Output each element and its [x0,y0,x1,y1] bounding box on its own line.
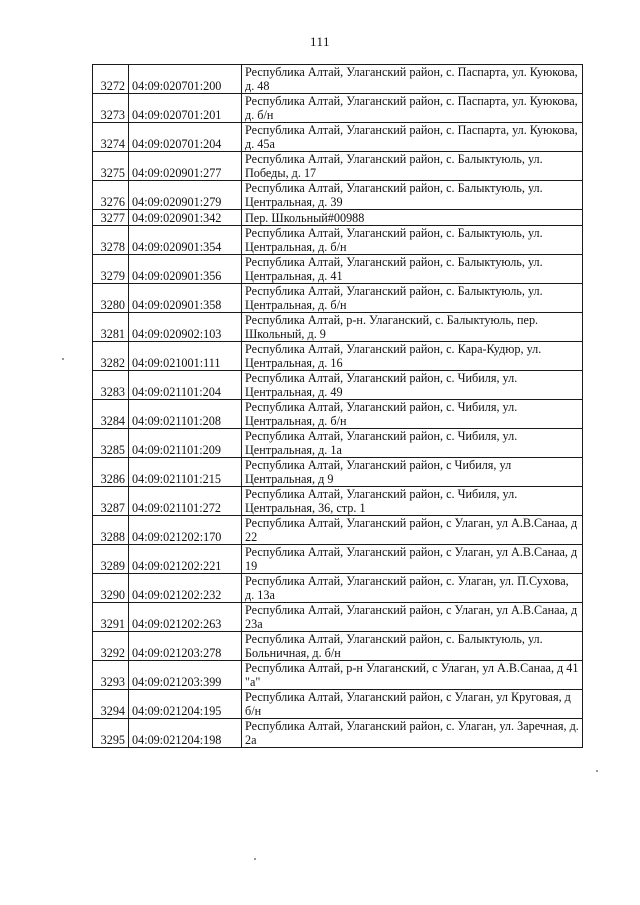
address-cell: Республика Алтай, Улаганский район, с. Кара-Кудюр, ул. Центральная, д. 16 [242,342,583,371]
record-number-cell: 3291 [93,603,129,632]
table-row [93,255,583,284]
address-cell: Республика Алтай, Улаганский район, с. Паспарта, ул. Куюкова, д. б/н [242,94,583,123]
table-row [93,458,583,487]
record-number-cell: 3283 [93,371,129,400]
table-row [93,342,583,371]
cadastral-number-cell: 04:09:020901:356 [129,255,242,284]
cadastral-number-cell: 04:09:021202:170 [129,516,242,545]
record-number-cell: 3290 [93,574,129,603]
address-cell: Республика Алтай, Улаганский район, с. Улаган, ул. Заречная, д. 2а [242,719,583,748]
address-cell: Республика Алтай, Улаганский район, с. Балыктуюль, ул. Больничная, д. б/н [242,632,583,661]
cadastral-number-cell: 04:09:021101:209 [129,429,242,458]
table-row [93,371,583,400]
property-registry-table [92,64,583,748]
address-cell: Республика Алтай, Улаганский район, с. Чибиля, ул. Центральная, д. 49 [242,371,583,400]
table-row [93,284,583,313]
table-row [93,152,583,181]
record-number-cell: 3295 [93,719,129,748]
record-number-cell: 3272 [93,65,129,94]
cadastral-number-cell: 04:09:020701:204 [129,123,242,152]
record-number-cell: 3288 [93,516,129,545]
page-number: 111 [309,34,331,49]
record-number-cell: 3275 [93,152,129,181]
cadastral-number-cell: 04:09:021101:208 [129,400,242,429]
cadastral-number-cell: 04:09:021001:111 [129,342,242,371]
table-row [93,313,583,342]
cadastral-number-cell: 04:09:020901:277 [129,152,242,181]
record-number-cell: 3278 [93,226,129,255]
table-row [93,94,583,123]
table-row [93,210,583,226]
cadastral-number-cell: 04:09:021101:272 [129,487,242,516]
cadastral-number-cell: 04:09:021203:399 [129,661,242,690]
address-cell: Республика Алтай, Улаганский район, с. Улаган, ул. П.Сухова, д. 13а [242,574,583,603]
address-cell: Республика Алтай, р-н Улаганский, с Улаган, ул А.В.Санаа, д 41 "а" [242,661,583,690]
table-row [93,181,583,210]
table-row [93,603,583,632]
table-row [93,574,583,603]
table-row [93,661,583,690]
cadastral-number-cell: 04:09:020701:201 [129,94,242,123]
address-cell: Республика Алтай, Улаганский район, с. Балыктуюль, ул. Центральная, д. 39 [242,181,583,210]
cadastral-number-cell: 04:09:021204:195 [129,690,242,719]
registry-table-body [93,65,583,748]
table-row [93,123,583,152]
cadastral-number-cell: 04:09:020901:354 [129,226,242,255]
table-row [93,690,583,719]
cadastral-number-cell: 04:09:020902:103 [129,313,242,342]
cadastral-number-cell: 04:09:021203:278 [129,632,242,661]
address-cell: Республика Алтай, Улаганский район, с Чибиля, ул Центральная, д 9 [242,458,583,487]
table-row [93,719,583,748]
record-number-cell: 3279 [93,255,129,284]
record-number-cell: 3287 [93,487,129,516]
record-number-cell: 3293 [93,661,129,690]
address-cell: Республика Алтай, Улаганский район, с Улаган, ул А.В.Санаа, д 22 [242,516,583,545]
scan-speck [62,358,64,360]
address-cell: Республика Алтай, Улаганский район, с Улаган, ул А.В.Санаа, д 23а [242,603,583,632]
cadastral-number-cell: 04:09:021101:204 [129,371,242,400]
table-row [93,65,583,94]
record-number-cell: 3277 [93,210,129,226]
cadastral-number-cell: 04:09:021202:232 [129,574,242,603]
table-row [93,429,583,458]
cadastral-number-cell: 04:09:020901:358 [129,284,242,313]
cadastral-number-cell: 04:09:020901:279 [129,181,242,210]
record-number-cell: 3289 [93,545,129,574]
cadastral-number-cell: 04:09:021204:198 [129,719,242,748]
address-cell: Республика Алтай, Улаганский район, с. Балыктуюль, ул. Центральная, д. б/н [242,284,583,313]
address-cell: Республика Алтай, р-н. Улаганский, с. Балыктуюль, пер. Школьный, д. 9 [242,313,583,342]
scan-speck [254,858,256,860]
address-cell: Пер. Школьный#00988 [242,210,583,226]
table-row [93,400,583,429]
record-number-cell: 3273 [93,94,129,123]
table-row [93,516,583,545]
address-cell: Республика Алтай, Улаганский район, с. Паспарта, ул. Куюкова, д. 48 [242,65,583,94]
address-cell: Республика Алтай, Улаганский район, с. Балыктуюль, ул. Победы, д. 17 [242,152,583,181]
cadastral-number-cell: 04:09:021101:215 [129,458,242,487]
address-cell: Республика Алтай, Улаганский район, с. Чибиля, ул. Центральная, д. б/н [242,400,583,429]
record-number-cell: 3274 [93,123,129,152]
record-number-cell: 3284 [93,400,129,429]
address-cell: Республика Алтай, Улаганский район, с. Чибиля, ул. Центральная, д. 1а [242,429,583,458]
cadastral-number-cell: 04:09:021202:263 [129,603,242,632]
address-cell: Республика Алтай, Улаганский район, с. Балыктуюль, ул. Центральная, д. 41 [242,255,583,284]
table-row [93,632,583,661]
address-cell: Республика Алтай, Улаганский район, с Улаган, ул А.В.Санаа, д 19 [242,545,583,574]
address-cell: Республика Алтай, Улаганский район, с. Балыктуюль, ул. Центральная, д. б/н [242,226,583,255]
cadastral-number-cell: 04:09:021202:221 [129,545,242,574]
cadastral-number-cell: 04:09:020701:200 [129,65,242,94]
record-number-cell: 3281 [93,313,129,342]
table-row [93,226,583,255]
cadastral-number-cell: 04:09:020901:342 [129,210,242,226]
address-cell: Республика Алтай, Улаганский район, с. Паспарта, ул. Куюкова, д. 45а [242,123,583,152]
record-number-cell: 3286 [93,458,129,487]
table-row [93,545,583,574]
record-number-cell: 3292 [93,632,129,661]
record-number-cell: 3294 [93,690,129,719]
record-number-cell: 3285 [93,429,129,458]
record-number-cell: 3280 [93,284,129,313]
table-row [93,487,583,516]
record-number-cell: 3276 [93,181,129,210]
scan-speck [596,770,598,772]
record-number-cell: 3282 [93,342,129,371]
address-cell: Республика Алтай, Улаганский район, с. Чибиля, ул. Центральная, 36, стр. 1 [242,487,583,516]
address-cell: Республика Алтай, Улаганский район, с Улаган, ул Круговая, д б/н [242,690,583,719]
